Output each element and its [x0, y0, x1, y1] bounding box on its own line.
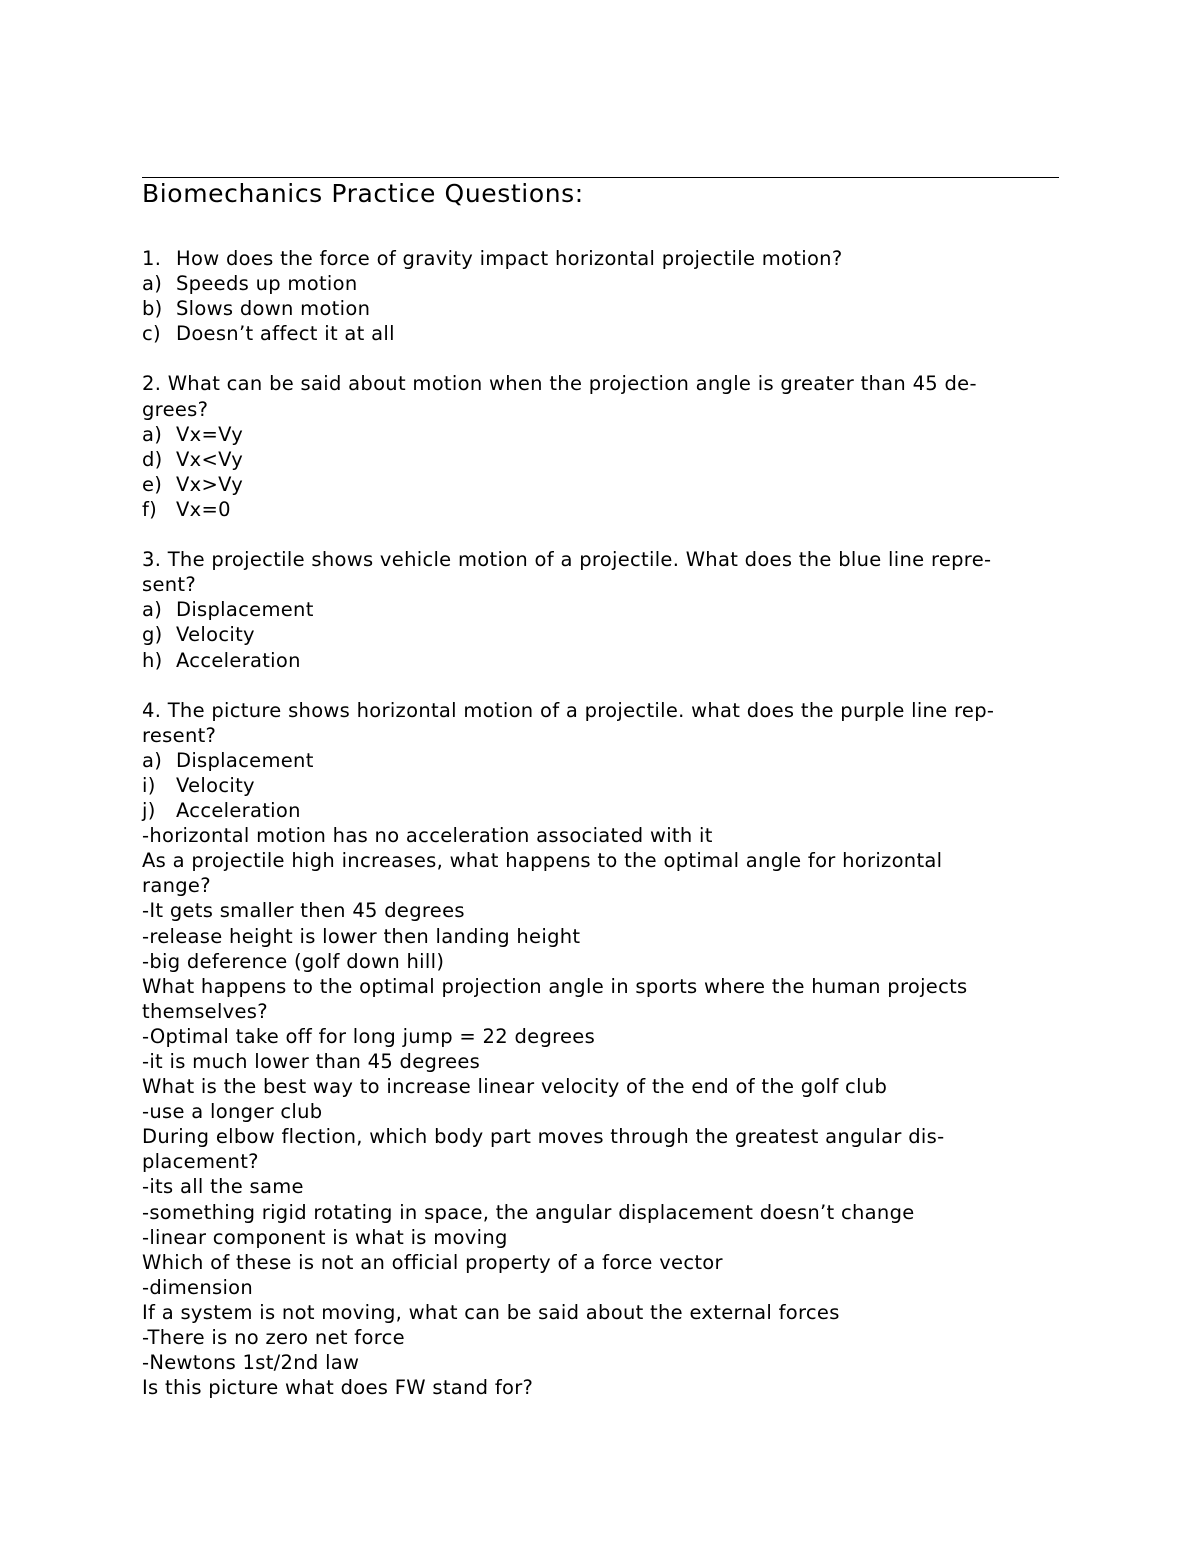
question-number: 1. — [142, 247, 162, 270]
note-line: Is this picture what does FW stand for? — [142, 1376, 534, 1400]
note-line: -Optimal take off for long jump = 22 degrees — [142, 1024, 596, 1048]
option-text: Vx<Vy — [176, 447, 244, 471]
note-line: If a system is not moving, what can be said about the external forces — [142, 1300, 840, 1324]
note-line: -dimension — [142, 1275, 254, 1299]
option-label: i) — [142, 773, 156, 797]
option-text: Displacement — [176, 598, 314, 622]
note-line: -It gets smaller then 45 degrees — [142, 899, 465, 923]
question-2-line-2: grees? — [142, 397, 209, 421]
option-label: g) — [142, 623, 163, 647]
option-text: Vx>Vy — [176, 472, 244, 496]
note-line: -horizontal motion has no acceleration associated with it — [142, 824, 713, 848]
option-text: Velocity — [176, 773, 255, 797]
document-body — [142, 246, 1057, 1400]
answer-option — [142, 773, 1057, 798]
option-text: Acceleration — [176, 648, 301, 672]
question-2-line-1: 2. What can be said about motion when the projection angle is greater than 45 de- — [142, 372, 977, 396]
answer-option — [142, 447, 1057, 472]
note-line: -something rigid rotating in space, the angular displacement doesn’t change — [142, 1200, 915, 1224]
option-label: j) — [142, 799, 156, 823]
option-label: b) — [142, 297, 163, 321]
option-label: c) — [142, 322, 161, 346]
note-line: What is the best way to increase linear velocity of the end of the golf club — [142, 1075, 888, 1099]
option-label: f) — [142, 497, 158, 521]
note-line: range? — [142, 874, 211, 898]
answer-option — [142, 422, 1057, 447]
note-line: -release height is lower then landing height — [142, 924, 581, 948]
option-text: Doesn’t affect it at all — [176, 322, 395, 346]
answer-option — [142, 296, 1057, 321]
option-label: d) — [142, 447, 163, 471]
note-line: -big deference (golf down hill) — [142, 949, 445, 973]
option-text: Displacement — [176, 748, 314, 772]
answer-option — [142, 271, 1057, 296]
option-label: a) — [142, 272, 163, 296]
note-line: As a projectile high increases, what happens to the optimal angle for horizontal — [142, 849, 943, 873]
note-line: Which of these is not an official property of a force vector — [142, 1250, 723, 1274]
note-line: During elbow flection, which body part moves through the greatest angular dis- — [142, 1125, 945, 1149]
option-label: h) — [142, 648, 163, 672]
option-label: a) — [142, 422, 163, 446]
option-text: Slows down motion — [176, 297, 371, 321]
option-text: Vx=0 — [176, 497, 231, 521]
page-title: Biomechanics Practice Questions: — [142, 179, 584, 208]
note-line: placement? — [142, 1150, 259, 1174]
question-1 — [142, 246, 1057, 271]
question-4-line-1: 4. The picture shows horizontal motion of a projectile. what does the purple line rep- — [142, 698, 995, 722]
question-4-line-2: resent? — [142, 723, 217, 747]
option-text: Velocity — [176, 623, 255, 647]
option-label: a) — [142, 598, 163, 622]
spacer — [142, 522, 1057, 547]
question-text: How does the force of gravity impact horizontal projectile motion? — [176, 247, 843, 270]
question-3-line-2: sent? — [142, 573, 197, 597]
note-line: -its all the same — [142, 1175, 304, 1199]
question-3-line-1: 3. The projectile shows vehicle motion of a projectile. What does the blue line repre- — [142, 548, 992, 572]
note-line: What happens to the optimal projection angle in sports where the human projects — [142, 974, 968, 998]
option-label: a) — [142, 748, 163, 772]
answer-option — [142, 321, 1057, 346]
note-line: themselves? — [142, 999, 268, 1023]
note-line: -Newtons 1st/2nd law — [142, 1351, 360, 1375]
answer-option — [142, 597, 1057, 622]
option-text: Speeds up motion — [176, 272, 358, 296]
answer-option — [142, 798, 1057, 823]
spacer — [142, 673, 1057, 698]
answer-option — [142, 497, 1057, 522]
answer-option — [142, 472, 1057, 497]
answer-option — [142, 748, 1057, 773]
option-text: Acceleration — [176, 799, 301, 823]
option-text: Vx=Vy — [176, 422, 244, 446]
answer-option — [142, 648, 1057, 673]
note-line: -There is no zero net force — [142, 1326, 405, 1350]
spacer — [142, 346, 1057, 371]
answer-option — [142, 622, 1057, 647]
note-line: -use a longer club — [142, 1100, 323, 1124]
option-label: e) — [142, 472, 163, 496]
note-line: -it is much lower than 45 degrees — [142, 1050, 481, 1073]
note-line: -linear component is what is moving — [142, 1225, 508, 1249]
